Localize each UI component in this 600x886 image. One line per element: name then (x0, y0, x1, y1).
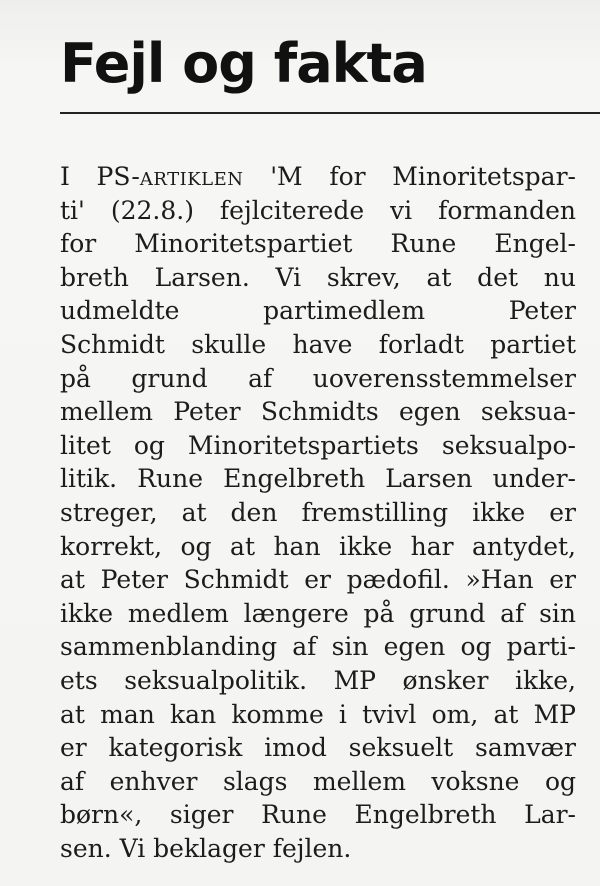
body-line-3: for Minoritetspartiet Rune Engel- (60, 229, 576, 259)
body-line-18: er kategorisk imod seksuelt samvær (60, 733, 576, 763)
body-line-10: litik. Rune Engelbreth Larsen under- (60, 464, 576, 494)
body-line-4: breth Larsen. Vi skrev, at det nu (60, 262, 576, 292)
headline-rule (60, 112, 600, 114)
body-line-14: ikke medlem længere på grund af sin (60, 598, 576, 628)
body-line-5: udmeldte partimedlem Peter (60, 296, 576, 326)
body-line-9: litet og Minoritetspartiets seksualpo- (60, 430, 576, 460)
body-line-8: mellem Peter Schmidts egen seksua- (60, 397, 576, 427)
headline: Fejl og fakta (60, 32, 427, 95)
body-line-1 (60, 160, 576, 194)
body-line-11: streger, at den fremstilling ikke er (60, 497, 576, 527)
article-body (60, 160, 576, 865)
body-line-6: Schmidt skulle have forladt partiet (60, 329, 576, 359)
body-line-2: ti' (22.8.) fejlciterede vi formanden (60, 195, 576, 225)
body-line-17: at man kan komme i tvivl om, at MP (60, 699, 576, 729)
body-line-16: ets seksualpolitik. MP ønsker ikke, (60, 665, 576, 695)
body-line-21: sen. Vi beklager fejlen. (60, 833, 352, 863)
body-line-15: sammenblanding af sin egen og parti- (60, 632, 576, 662)
lead-in-smallcaps: artiklen (139, 162, 244, 191)
body-line-20: børn«, siger Rune Engelbreth Lar- (60, 800, 576, 830)
body-line-19: af enhver slags mellem voksne og (60, 766, 576, 796)
body-line-12: korrekt, og at han ikke har antydet, (60, 531, 576, 561)
lead-in: I PS- (60, 162, 140, 191)
body-line-13: at Peter Schmidt er pædofil. »Han er (60, 565, 576, 595)
line-1-text: 'M for Minoritetspar- (243, 162, 576, 191)
body-line-7: på grund af uoverensstemmelser (60, 363, 576, 393)
